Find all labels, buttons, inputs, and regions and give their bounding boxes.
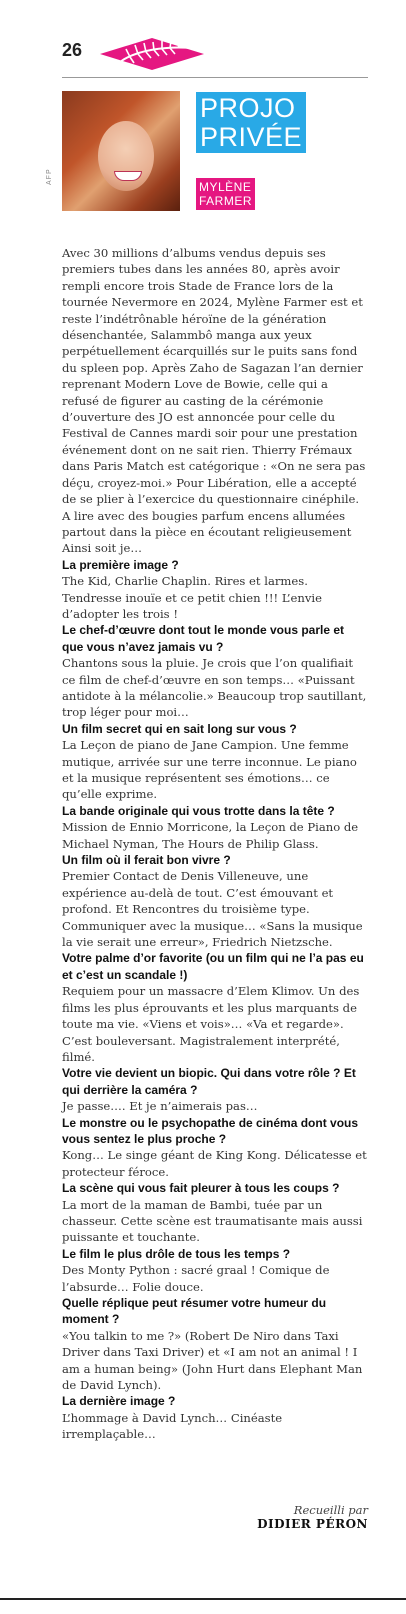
question-10: Le film le plus drôle de tous les temps ? xyxy=(62,1246,291,1261)
person-name-line1: MYLÈNE xyxy=(199,180,252,194)
byline xyxy=(257,1503,368,1531)
portrait-photo xyxy=(62,91,180,211)
person-name-line2: FARMER xyxy=(199,194,253,208)
answer-10: Des Monty Python : sacré graal ! Comique de l’absurde… Folie douce. xyxy=(62,1263,330,1294)
answer-11: «You talkin to me ?» (Robert De Niro dans Taxi Driver dans Taxi Driver) et «I am not an animal ! I am a human being» (John Hurt dans Elephant Man de David Lynch). xyxy=(62,1328,363,1393)
page-header xyxy=(62,36,368,76)
section-title xyxy=(196,92,306,153)
question-7: Votre vie devient un biopic. Qui dans votre rôle ? Et qui derrière la caméra ? xyxy=(62,1066,356,1097)
section-title-line1: PROJO xyxy=(200,93,296,123)
answer-7: Je passe…. Et je n’aimerais pas… xyxy=(62,1099,258,1114)
question-12: La dernière image ? xyxy=(62,1394,176,1409)
section-title-line2: PRIVÉE xyxy=(200,122,303,152)
intro-paragraph: Avec 30 millions d’albums vendus depuis ses premiers tubes dans les années 80, après avoir rempli encore trois Stade de France lors de la tournée Nevermore en 2024, Mylène Farmer est et reste l’indétrônable héroïne de la génération désenchantée, Salammbô manga aux yeux perpétuellement écarquillés sur le puits sans fond du spleen pop. Après Zaho de Sagazan l’an dernier reprenant Modern Love de Bowie, celle qui a refusé de figurer au casting de la cérémonie d’ouverture des JO est annoncée pour celle du Festival de Cannes mardi soir pour une prestation événement dont on ne sait rien. Thierry Frémaux dans Paris Match est catégorique : «On ne sera pas déçu, croyez-moi.» Pour Libération, elle a accepté de se plier à l’exercice du questionnaire cinéphile. A lire avec des bougies parfum encens allumées partout dans la pièce en écoutant religieusement Ainsi soit je… xyxy=(62,246,366,556)
question-9: La scène qui vous fait pleurer à tous les coups ? xyxy=(62,1181,340,1196)
answer-12: L’hommage à David Lynch… Cinéaste irremplaçable… xyxy=(62,1410,283,1442)
answer-3: La Leçon de piano de Jane Campion. Une femme mutique, arrivée sur une terre inconnue. Le piano et la musique représentent ses émotions… ce qu’elle exprime. xyxy=(62,738,357,802)
page-number: 26 xyxy=(62,40,83,60)
answer-9: La mort de la maman de Bambi, tuée par un chasseur. Cette scène est traumatisante mais aussi puissante et touchante. xyxy=(62,1197,363,1245)
answer-6: Requiem pour un massacre d’Elem Klimov. Un des films les plus éprouvants et les plus marquants de toute ma vie. «Viens et vois»… «Va et regarde». C’est bouleversant. Magistralement interprété, filmé. xyxy=(62,984,360,1064)
answer-1: The Kid, Charlie Chaplin. Rires et larmes. Tendresse inouïe et ce petit chien !!! L’envie d’adopter les trois ! xyxy=(62,574,322,621)
question-2: Le chef-d’œuvre dont tout le monde vous parle et que vous n’avez jamais vu ? xyxy=(62,623,345,654)
question-3: Un film secret qui en sait long sur vous ? xyxy=(62,721,297,736)
question-11: Quelle réplique peut résumer votre humeur du moment ? xyxy=(62,1296,327,1327)
byline-author: DIDIER PÉRON xyxy=(257,1517,368,1531)
footer-rule xyxy=(0,1598,406,1600)
byline-label: Recueilli par xyxy=(293,1503,368,1517)
header-rule xyxy=(62,77,368,78)
question-4: La bande originale qui vous trotte dans la tête ? xyxy=(62,803,335,818)
palm-d-or-logo-icon xyxy=(96,36,208,72)
answer-8: Kong… Le singe géant de King Kong. Délicatesse et protecteur féroce. xyxy=(62,1148,367,1179)
answer-5: Premier Contact de Denis Villeneuve, une expérience au-delà de tout. C’est émouvant et profond. Et Rencontres du troisième type. Communiquer avec la musique… «Sans la musique la vie serait une erreur», Friedrich Nietzsche. xyxy=(62,869,363,950)
answer-4: Mission de Ennio Morricone, la Leçon de Piano de Michael Nyman, The Hours de Philip Glass. xyxy=(62,820,359,851)
article-body xyxy=(62,245,368,1443)
question-8: Le monstre ou le psychopathe de cinéma dont vous vous sentez le plus proche ? xyxy=(62,1115,359,1146)
answer-2: Chantons sous la pluie. Je crois que l’on qualifiait ce film de chef-d’œuvre en son temps… «Puissant antidote à la mélancolie.» Beaucoup trop sautillant, trop léger pour moi… xyxy=(62,656,367,720)
question-6: Votre palme d’or favorite (ou un film qui ne l’a pas eu et c’est un scandale !) xyxy=(62,951,364,982)
person-name xyxy=(196,178,255,210)
question-1: La première image ? xyxy=(62,557,179,572)
question-5: Un film où il ferait bon vivre ? xyxy=(62,853,231,868)
photo-credit: AFP xyxy=(46,168,53,185)
